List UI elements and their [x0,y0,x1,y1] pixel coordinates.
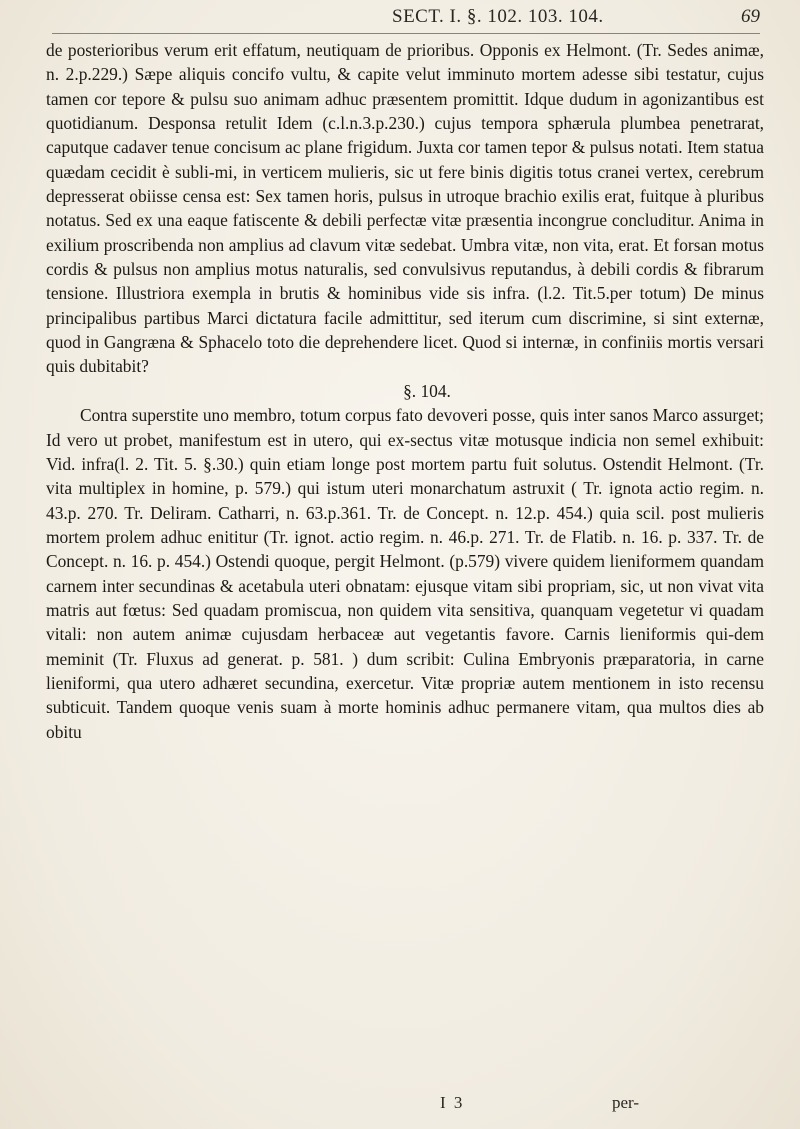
signature-mark: I 3 [440,1093,465,1112]
section-104-heading: §. 104. [403,380,451,401]
page-number: 69 [741,6,760,27]
paragraph-2: Contra superstite uno membro, totum corpus fato devoveri posse, quis inter sanos Marco assurget; Id vero ut probet, manifestum est in utero, qui ex-sectus vitæ motusque indicia non semel exhibuit: Vid. infra(l. 2. Tit. 5. §.30.) quin etiam longe post mortem partu fuit solutus. Ostendit Helmont. (Tr. vita multiplex in homine, p. 579.) qui istum uteri monarchatum astruxit ( Tr. ignota actio regim. n. 43.p. 270. Tr. Deliram. Catharri, n. 63.p.361. Tr. de Concept. n. 12.p. 454.) quia scil. post mulieris mortem prolem adhuc enititur (Tr. ignot. actio regim. n. 46.p. 271. Tr. de Flatib. n. 16. p. 337. Tr. de Concept. n. 16. p. 454.) Ostendi quoque, pergit Helmont. (p.579) vivere quidem lieniformem quandam carnem inter secundinas & acetabula uteri obnatam: ejusque vitam sibi propriam, sic, ut non vivat vita matris aut fœtus: Sed quadam promiscua, non quidem vita sensitiva, quanquam vegetetur vi quadam vitali: non autem animæ cujusdam herbaceæ aut vegetantis favore. Carnis lieniformis qui-dem meminit (Tr. Fluxus ad generat. p. 581. ) dum scribit: Culina Embryonis præparatoria, in carne lieniformi, qua utero adhæret secundina, exercetur. Vitæ propriæ autem mentionem in isto recensu subticuit. Tandem quoque venis suam à morte hominis adhuc permanere vitam, qua multos dies ab obitu [46,405,764,742]
catchword: per- [612,1093,640,1112]
paragraph-1: de posterioribus verum erit effatum, neutiquam de prioribus. Opponis ex Helmont. (Tr. Sedes animæ, n. 2.p.229.) Sæpe aliquis concifo vultu, & capite velut imminuto mortem adesse sibi testatur, cujus tamen cor tepore & pulsu suo animam adhuc præsentem promittit. Idque dudum in agonizantibus est quotidianum. Desponsa retulit Idem (c.l.n.3.p.230.) cujus tempora sphærula plumbea penetrarat, caputque cadaver tenue concisum ac plane frigidum. Juxta cor tamen tepor & pulsus notati. Item statua quædam cecidit è subli-mi, in verticem mulieris, sic ut fere binis digitis totus cranei vertex, cerebrum depresserat obiisse censa est: Sex tamen horis, pulsus in utroque brachio exilis erat, fuitque à pluribus notatus. Sed ex una eaque fatiscente & debili perfectæ vitæ præsentia incongrue concluditur. Anima in exilium proscribenda non amplius ad clavum vitæ sedebat. Umbra vitæ, non vita, erat. Et forsan motus cordis & pulsus non amplius motus naturalis, sed convulsivus reputandus, à debili cordis & fibrarum tensione. Illustriora exempla in brutis & hominibus vide sis infra. (l.2. Tit.5.per totum) De minus principalibus partibus Marci dictatura facile admittitur, sed iterum cum discrimine, si sint externæ, quod in Gangræna & Sphacelo toto die deprehendere licet. Quod si internæ, in confiniis mortis versari quis dubitabit? [46,40,764,377]
header-rule [52,33,760,34]
running-head: SECT. I. §. 102. 103. 104. [392,6,604,27]
body-text [46,38,764,744]
page-header [52,4,760,32]
